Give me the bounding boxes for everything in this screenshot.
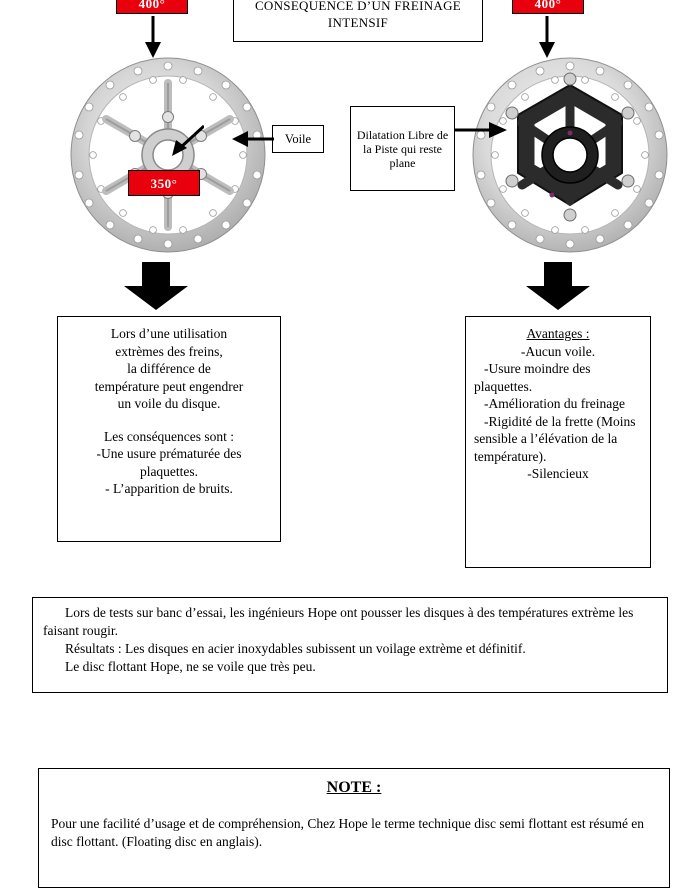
thick-arrow-down-icon xyxy=(120,262,192,310)
badge-left-outer-temp xyxy=(116,0,188,14)
badge-left-outer-text: 400° xyxy=(138,0,166,11)
note-box xyxy=(38,768,670,888)
note-body: Pour une facilité d’usage et de compréhension, Chez Hope le terme technique disc semi flottant est résumé en disc flottant. (Floating disc en anglais). xyxy=(51,816,645,849)
thick-arrow-down-icon xyxy=(522,262,594,310)
note-title: NOTE : xyxy=(326,779,382,796)
bench-test-paragraph-3: Le disc flottant Hope, ne se voile que très peu. xyxy=(65,659,316,674)
arrow-down-left xyxy=(138,16,168,58)
left-line-9: - L’apparition de bruits. xyxy=(105,481,233,496)
advantage-item-1: -Aucun voile. xyxy=(520,343,596,359)
block-arrow-left xyxy=(120,262,192,310)
arrow-voile xyxy=(232,126,274,152)
voile-label-box xyxy=(272,125,324,153)
advantage-item-3: -Amélioration du freinage xyxy=(484,396,625,411)
left-line-2: extrèmes des freins, xyxy=(115,343,223,359)
arrow-dilatation xyxy=(455,117,507,143)
arrow-left-icon xyxy=(232,126,274,152)
left-line-4: température peut engendrer xyxy=(94,378,244,394)
title-text: CONSEQUENCE D’UN FREINAGE INTENSIF xyxy=(254,0,462,30)
badge-left-inner-temp xyxy=(128,170,200,196)
arrow-voile-tip xyxy=(160,118,204,158)
arrow-down-right xyxy=(532,16,562,58)
title-box xyxy=(233,0,483,42)
advantage-item-5: -Silencieux xyxy=(527,466,589,481)
brake-rotor-black-icon xyxy=(452,55,692,255)
left-line-3: la différence de xyxy=(127,361,211,376)
left-line-1: Lors d’une utilisation xyxy=(110,326,228,341)
bench-test-paragraph-2: Résultats : Les disques en acier inoxydables subissent un voilage extrème et définitif. xyxy=(65,641,526,656)
badge-right-outer-temp xyxy=(512,0,584,14)
left-line-5: un voile du disque. xyxy=(117,396,221,411)
dilatation-label-text: Dilatation Libre de la Piste qui reste plane xyxy=(356,127,449,170)
badge-left-inner-text: 350° xyxy=(150,176,178,191)
bench-test-box xyxy=(32,597,668,693)
arrow-down-icon xyxy=(138,16,168,58)
voile-label-text: Voile xyxy=(284,131,312,146)
left-line-8: plaquettes. xyxy=(139,463,199,479)
left-consequences-box xyxy=(57,316,281,542)
arrow-left-icon xyxy=(160,118,204,158)
right-advantages-box xyxy=(465,316,651,568)
dilatation-label-box xyxy=(350,106,455,191)
badge-right-outer-text: 400° xyxy=(534,0,562,11)
arrow-right-icon xyxy=(455,117,507,143)
advantage-item-2: -Usure moindre des plaquettes. xyxy=(474,361,591,394)
rotor-right xyxy=(452,55,692,255)
bench-test-paragraph-1: Lors de tests sur banc d’essai, les ingénieurs Hope ont pousser les disques à des températures extrème les faisant rougir. xyxy=(43,605,634,638)
advantages-heading: Avantages : xyxy=(526,326,590,341)
arrow-down-icon xyxy=(532,16,562,58)
block-arrow-right xyxy=(522,262,594,310)
advantage-item-4: -Rigidité de la frette (Moins sensible a l’élévation de la température). xyxy=(474,413,636,464)
left-line-7: -Une usure prématurée des xyxy=(96,446,242,461)
left-line-6: Les conséquences sont : xyxy=(103,428,235,444)
